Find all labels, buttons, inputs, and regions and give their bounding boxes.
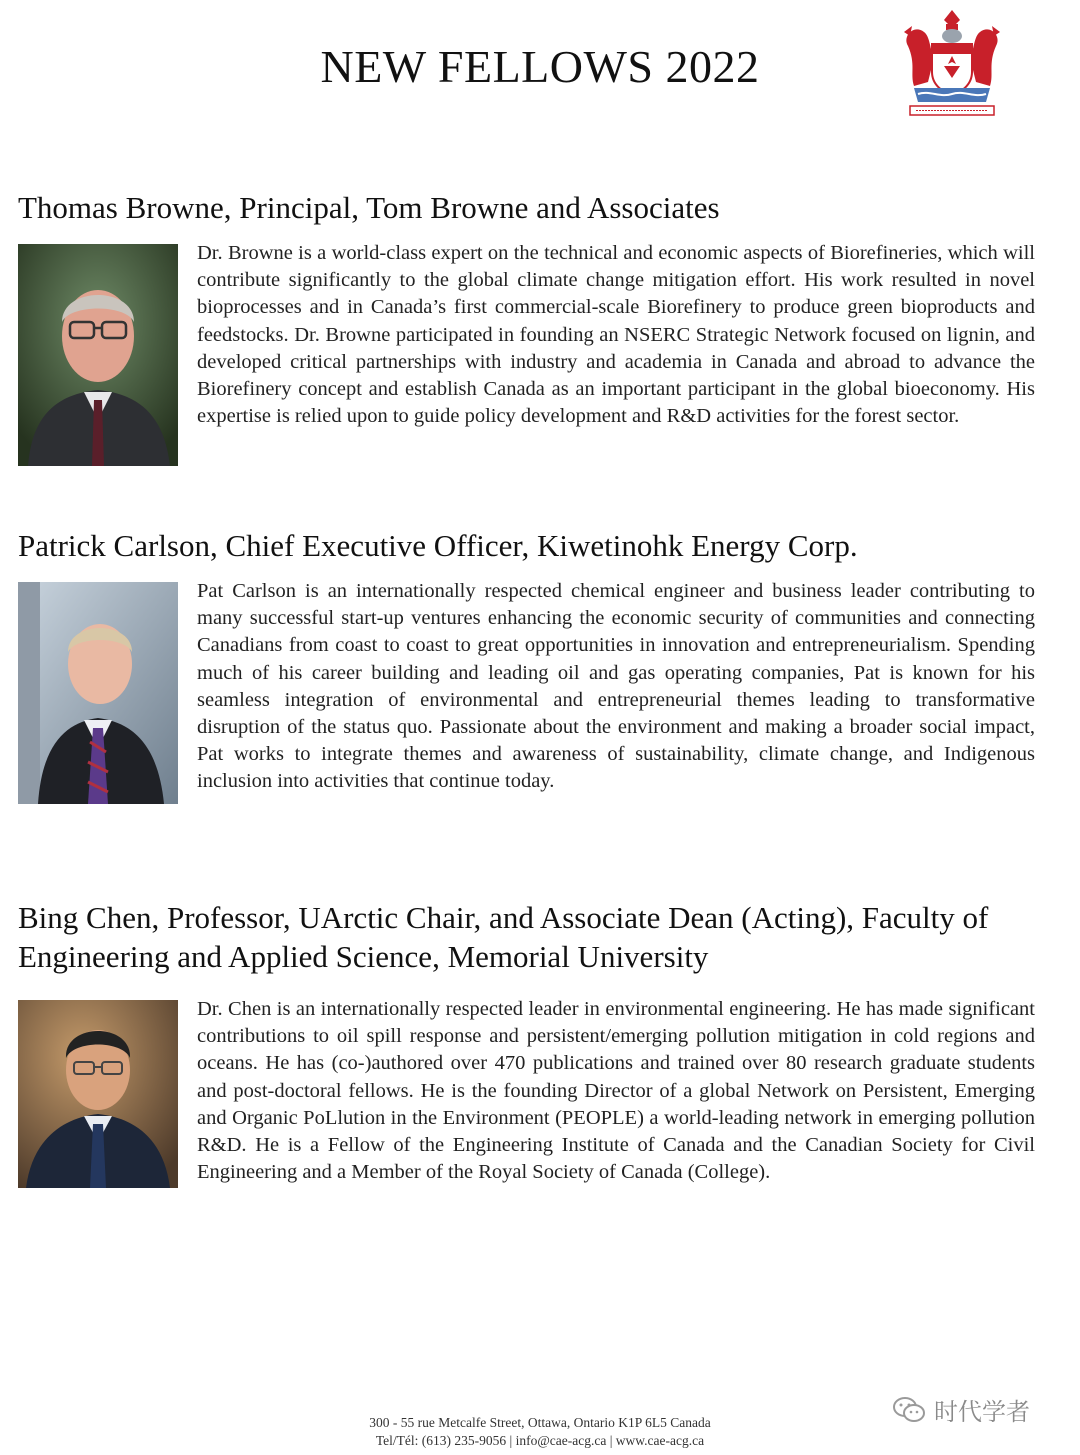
watermark <box>892 1392 1030 1427</box>
watermark-text: 时代学者 <box>934 1398 1030 1426</box>
footer-contact: Tel/Tél: (613) 235-9056 | info@cae-acg.ca | www.cae-acg.ca <box>375 1433 705 1448</box>
wechat-icon <box>892 1395 926 1425</box>
fellow-bio: Dr. Chen is an internationally respected leader in environmental engineering. He has made significant contributions to oil spill response and persistent/emerging pollution mitigation in cold regions and oceans. He has (co-)authored over 470 publications and trained over 80 research graduate students and post-doctoral fellows. He is the founding Director of a global Network on Persistent, Emerging and Organic PoLlution in the Environment (PEOPLE) a world-leading network in emerging pollution R&D. He is a Fellow of the Engineering Institute of Canada and the Canadian Society for Civil Engineering and a Member of the Royal Society of Canada (College). <box>197 998 1035 1184</box>
fellow-name: Patrick Carlson, Chief Executive Officer, Kiwetinohk Energy Corp. <box>18 528 858 563</box>
fellow-portrait-photo <box>18 582 178 804</box>
fellow-portrait-photo <box>18 1000 178 1188</box>
fellow-portrait-photo <box>18 244 178 466</box>
fellow-bio: Pat Carlson is an internationally respected chemical engineer and business leader contributing to many successful start-up ventures enhancing the economic security of communities and connecting Canadians from coast to coast to great opportunities in innovation and entrepreneurialism. Spending much of his career building and leading oil and gas operating companies, Pat is known for his seamless integration of environmental and entrepreneurial themes leading to transformative disruption of the status quo. Passionate about the environment and making a broader social impact, Pat works to integrate themes and awareness of sustainability, climate change, and Indigenous inclusion into activities that continue today. <box>197 580 1035 793</box>
footer-address: 300 - 55 rue Metcalfe Street, Ottawa, Ontario K1P 6L5 Canada <box>369 1415 711 1430</box>
fellow-bio: Dr. Browne is a world-class expert on the technical and economic aspects of Biorefineries, which will contribute significantly to the global climate change mitigation effort. His work resulted in novel bioprocesses and in Canada’s first commercial-scale Biorefinery to produce green bioproducts and feedstocks. Dr. Browne participated in founding an NSERC Strategic Network focused on lignin, and developed critical partnerships with industry and academia in Canada and abroad to advance the Biorefinery concept and establish Canada as an important participant in the global bioeconomy. His expertise is relied upon to guide policy development and R&D activities for the forest sector. <box>197 242 1035 428</box>
fellow-name: Bing Chen, Professor, UArctic Chair, and Associate Dean (Acting), Faculty of Engineering and Applied Science, Memorial University <box>18 900 989 974</box>
academy-crest-logo <box>900 6 1004 118</box>
fellow-name: Thomas Browne, Principal, Tom Browne and Associates <box>18 190 720 225</box>
page-title: NEW FELLOWS 2022 <box>320 41 760 92</box>
